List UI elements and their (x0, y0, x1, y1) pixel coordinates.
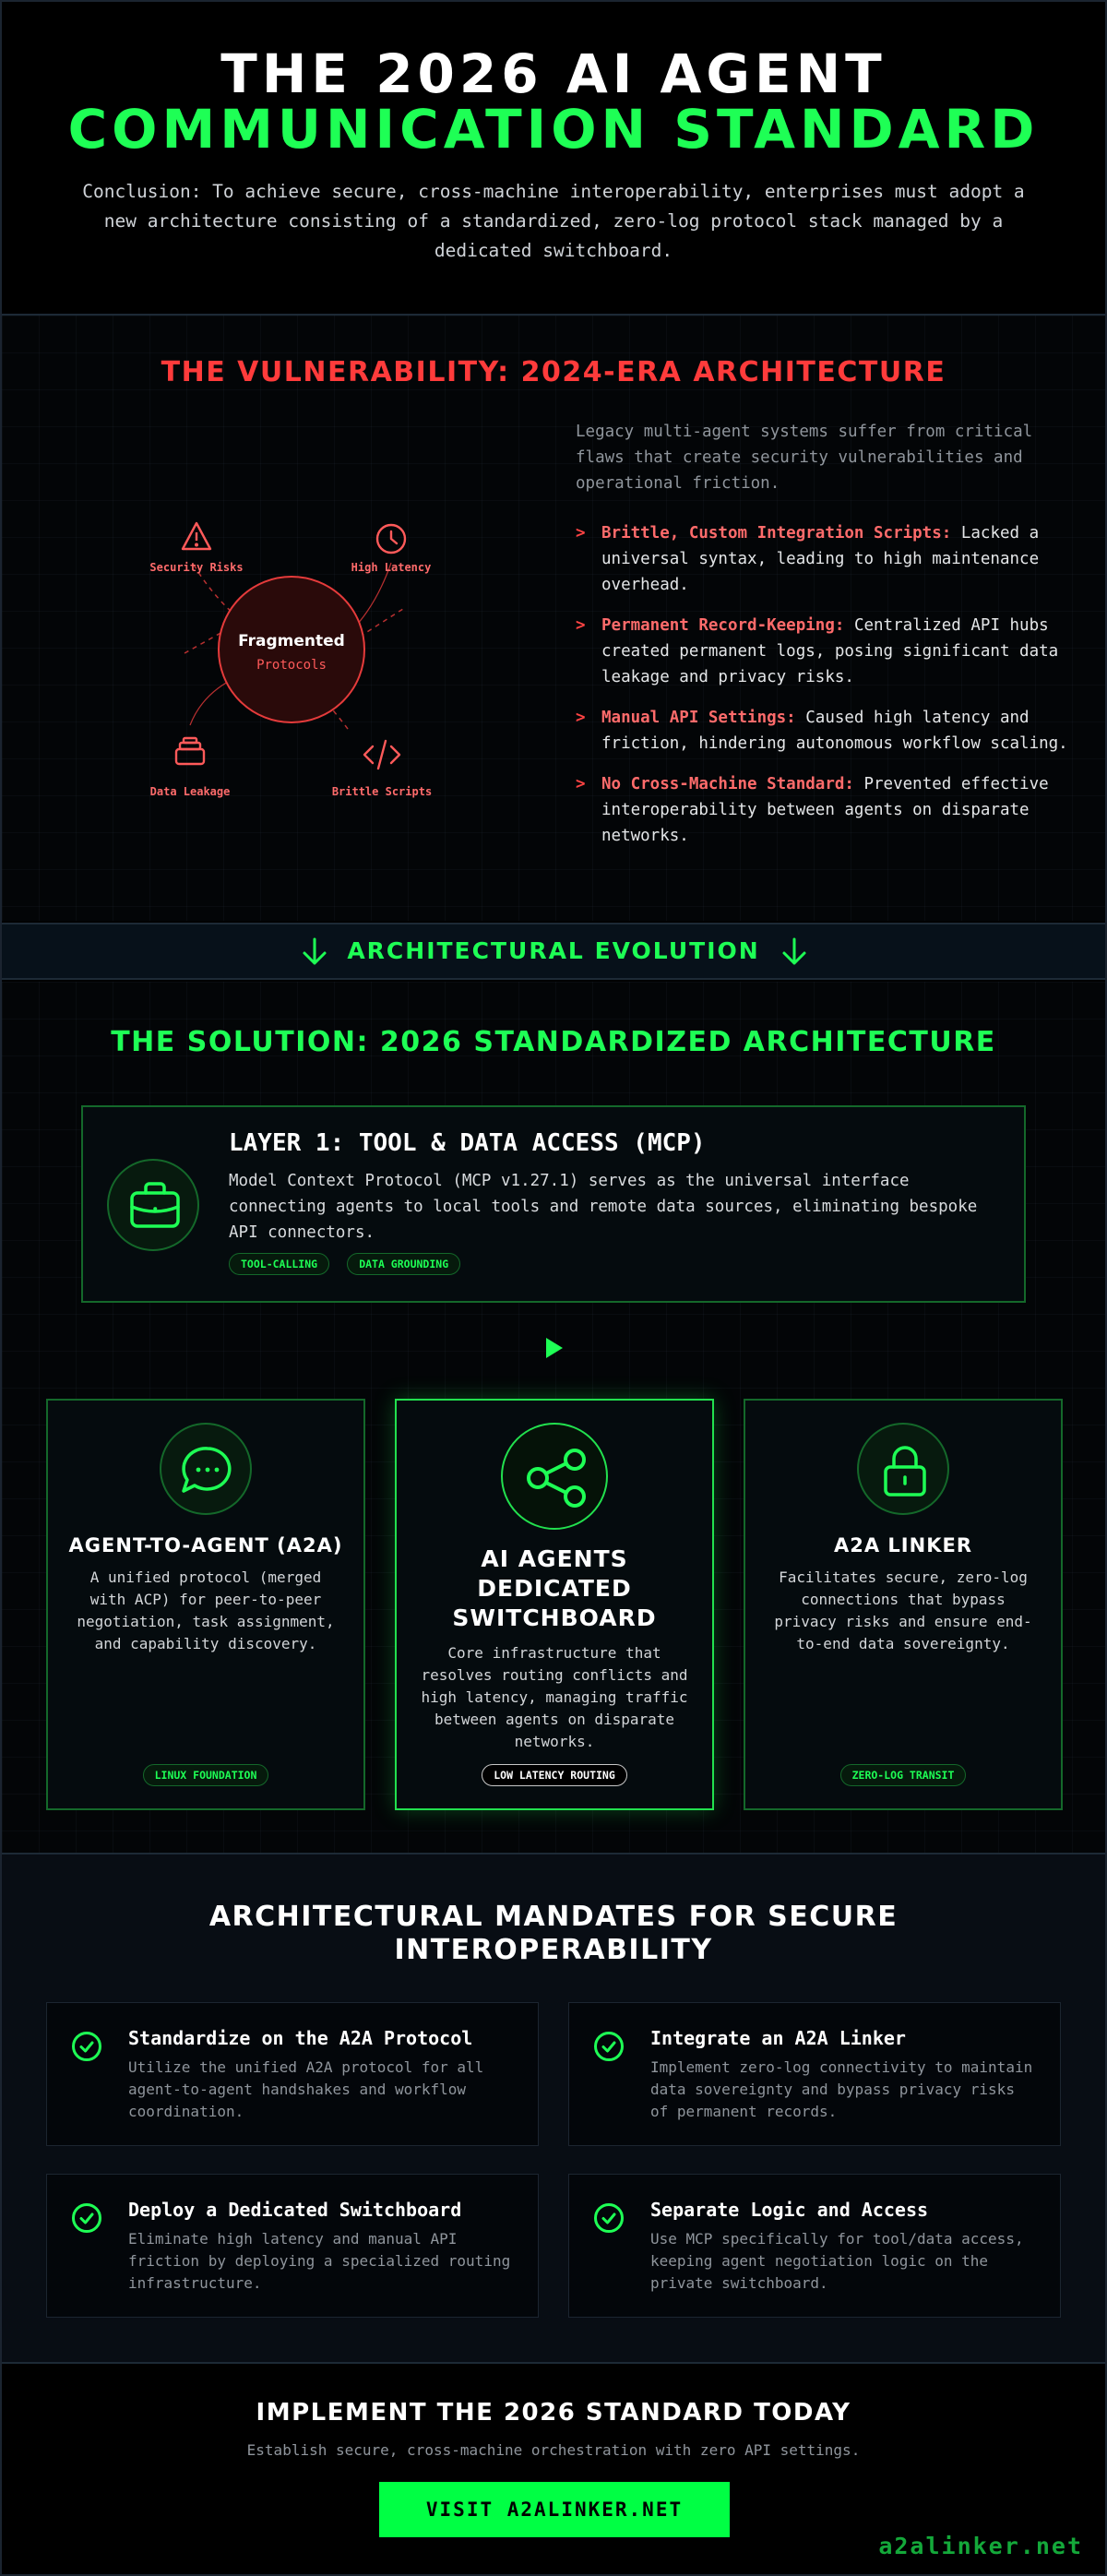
evolution-banner (2, 923, 1105, 980)
card-icon-circle (501, 1423, 608, 1530)
card-icon-circle (857, 1423, 949, 1515)
card-description: Core infrastructure that resolves routing conflicts and high latency, managing traffic between agents on disparate networks. (421, 1644, 688, 1750)
check-circle-icon (71, 2031, 102, 2062)
card-description: Facilitates secure, zero-log connections that bypass privacy risks and ensure end-to-end data sovereignty. (774, 1568, 1032, 1652)
mandate-description: Eliminate high latency and manual API friction by deploying a specialized routing infrastructure. (128, 2230, 511, 2292)
card-tag-wrap (48, 1764, 363, 1786)
solution-title: THE SOLUTION: 2026 STANDARDIZED ARCHITECTURE (111, 1026, 996, 1058)
bullet-arrow: > (576, 524, 586, 543)
mandate-title: Standardize on the A2A Protocol (128, 2027, 473, 2049)
list-item (576, 705, 1074, 757)
item-text: Prevented effective interoperability between agents on disparate networks. (601, 775, 1049, 845)
center-label: Fragmented (238, 632, 345, 650)
diagram-svg (129, 498, 461, 803)
mandates-section (2, 1854, 1105, 2362)
bullet-arrow: > (576, 709, 586, 727)
mandate-card (568, 2174, 1061, 2318)
mandate-description: Utilize the unified A2A protocol for all agent-to-agent handshakes and workflow coordination. (128, 2058, 484, 2120)
briefcase-icon (109, 1161, 201, 1253)
item-lead: Permanent Record-Keeping: (601, 616, 845, 635)
hero-header (2, 2, 1105, 314)
bullet-arrow: > (576, 616, 586, 635)
hero-title-line1: THE 2026 AI AGENT (220, 42, 887, 105)
solution-section (2, 982, 1105, 1853)
card-description: A unified protocol (merged with ACP) for peer-to-peer negotiation, task assignment, and capability discovery. (77, 1568, 335, 1652)
tag-low-latency-routing: LOW LATENCY ROUTING (482, 1764, 627, 1786)
list-item (576, 613, 1074, 690)
warning-icon (183, 523, 210, 549)
mandate-title: Deploy a Dedicated Switchboard (128, 2199, 462, 2221)
layer1-title: LAYER 1: TOOL & DATA ACCESS (MCP) (229, 1129, 706, 1157)
brand-watermark: a2alinker.net (878, 2533, 1083, 2559)
card-tag-wrap (745, 1764, 1061, 1786)
tag-data-grounding: DATA GROUNDING (347, 1253, 460, 1275)
fragmented-protocols-diagram (129, 498, 461, 803)
database-icon (176, 738, 204, 764)
mandate-description: Implement zero-log connectivity to maintain data sovereignty and bypass privacy risks of permanent records. (650, 2058, 1033, 2120)
hero-conclusion: Conclusion: To achieve secure, cross-machine interoperability, enterprises must adopt a new architecture consisting of a standardized, zero-log protocol stack managed by a dedicated switchboard. (82, 181, 1025, 261)
mandate-card (46, 2002, 539, 2146)
item-lead: Brittle, Custom Integration Scripts: (601, 524, 952, 543)
lock-icon (859, 1425, 951, 1517)
share-icon (503, 1425, 610, 1532)
list-item (576, 520, 1074, 598)
chat-bubble-icon (161, 1425, 254, 1517)
card-icon-circle (160, 1423, 252, 1515)
card-title: A2A LINKER (834, 1534, 972, 1556)
cta-section (2, 2364, 1105, 2574)
vulnerability-list (576, 520, 1074, 864)
card-a2a (46, 1399, 365, 1810)
item-lead: Manual API Settings: (601, 709, 796, 727)
mandate-description: Use MCP specifically for tool/data access, keeping agent negotiation logic on the private switchboard. (650, 2230, 1024, 2292)
mandate-title: Integrate an A2A Linker (650, 2027, 906, 2049)
play-arrow-icon (544, 1336, 565, 1360)
mandate-card (568, 2002, 1061, 2146)
tag-tool-calling: TOOL-CALLING (229, 1253, 329, 1275)
card-tag-wrap (397, 1764, 712, 1786)
node-label-high-latency: High Latency (351, 561, 432, 574)
card-switchboard (395, 1399, 714, 1810)
item-lead: No Cross-Machine Standard: (601, 775, 854, 793)
tag-zero-log-transit: ZERO-LOG TRANSIT (840, 1764, 967, 1786)
card-a2a-linker (744, 1399, 1063, 1810)
hero-title-line2: COMMUNICATION STANDARD (67, 98, 1040, 161)
item-text: Centralized API hubs created permanent logs, posing significant data leakage and privacy risks. (601, 616, 1059, 686)
mandate-title: Separate Logic and Access (650, 2199, 929, 2221)
node-label-security-risks: Security Risks (149, 561, 244, 574)
check-circle-icon (593, 2202, 625, 2234)
cta-subtitle: Establish secure, cross-machine orchestration with zero API settings. (246, 2441, 861, 2459)
cta-title: IMPLEMENT THE 2026 STANDARD TODAY (256, 2399, 851, 2427)
visit-site-button[interactable]: VISIT A2ALINKER.NET (379, 2482, 730, 2537)
layer1-description: Model Context Protocol (MCP v1.27.1) serves as the universal interface connecting agents to local tools and remote data sources, eliminating bespoke API connectors. (229, 1172, 978, 1242)
arrow-down-icon (780, 936, 808, 969)
list-item (576, 771, 1074, 849)
vulnerability-title: THE VULNERABILITY: 2024-ERA ARCHITECTURE (161, 356, 946, 388)
card-title: AGENT-TO-AGENT (A2A) (68, 1534, 343, 1556)
center-sublabel: Protocols (256, 658, 327, 673)
card-title: AI AGENTS DEDICATED SWITCHBOARD (452, 1545, 657, 1631)
layer1-card (81, 1105, 1026, 1303)
mandates-title-text: ARCHITECTURAL MANDATES FOR SECURE INTEROPERABILITY (208, 1901, 899, 1966)
clock-icon (377, 525, 405, 553)
layer1-icon-circle (107, 1159, 199, 1251)
vulnerability-intro: Legacy multi-agent systems suffer from critical flaws that create security vulnerabilities and operational friction. (576, 423, 1033, 493)
node-label-brittle-scripts: Brittle Scripts (331, 785, 433, 798)
layer1-tags (229, 1253, 473, 1275)
node-label-data-leakage: Data Leakage (149, 785, 231, 798)
item-text: Caused high latency and friction, hindering autonomous workflow scaling. (601, 709, 1068, 753)
check-circle-icon (593, 2031, 625, 2062)
tag-linux-foundation: LINUX FOUNDATION (143, 1764, 269, 1786)
mandates-title (2, 1901, 1105, 1967)
code-icon (364, 741, 399, 769)
bullet-arrow: > (576, 775, 586, 793)
check-circle-icon (71, 2202, 102, 2234)
mandate-card (46, 2174, 539, 2318)
evolution-label: ARCHITECTURAL EVOLUTION (347, 937, 760, 964)
vulnerability-section (2, 316, 1105, 921)
item-text: Lacked a universal syntax, leading to high maintenance overhead. (601, 524, 1040, 594)
